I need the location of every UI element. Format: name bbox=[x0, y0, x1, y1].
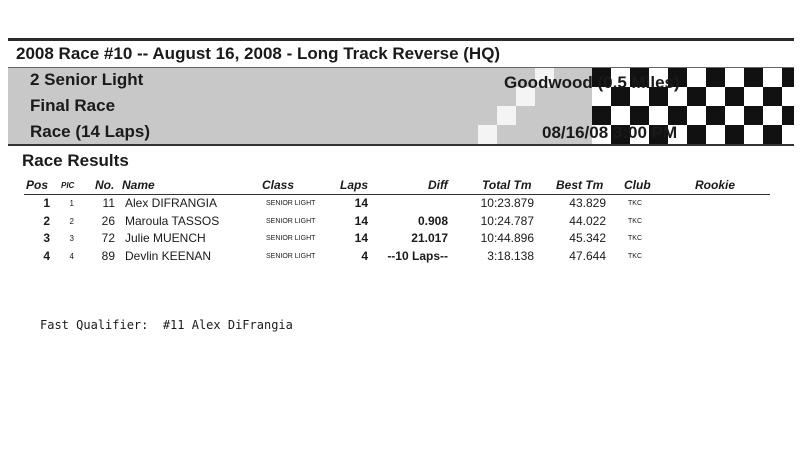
cell-best-time: 43.829 bbox=[569, 196, 606, 210]
col-header-laps: Laps bbox=[340, 178, 369, 192]
cell-best-time: 44.022 bbox=[569, 213, 606, 228]
cell-number: 11 bbox=[102, 196, 115, 210]
table-row bbox=[0, 231, 800, 249]
cell-total-time: 10:44.896 bbox=[480, 231, 534, 245]
checker-square bbox=[706, 125, 725, 144]
cell-laps: 14 bbox=[354, 231, 368, 245]
checker-square bbox=[687, 106, 706, 125]
col-header-rookie: Rookie bbox=[695, 178, 736, 192]
title-bar bbox=[8, 41, 794, 68]
checker-square bbox=[744, 106, 763, 125]
banner-rule bbox=[8, 144, 794, 146]
cell-diff: 0.908 bbox=[417, 213, 448, 228]
col-header-name: Name bbox=[122, 178, 155, 192]
track-name: Goodwood (0.5 Miles) bbox=[504, 73, 680, 92]
cell-name: Julie MUENCH bbox=[125, 231, 206, 245]
checker-square bbox=[725, 68, 744, 87]
cell-total-time: 3:18.138 bbox=[487, 248, 534, 263]
checker-square bbox=[687, 125, 706, 144]
checker-square bbox=[706, 106, 725, 125]
checker-square bbox=[744, 125, 763, 144]
checker-square bbox=[782, 68, 794, 87]
checker-square bbox=[782, 87, 794, 106]
cell-laps: 14 bbox=[354, 213, 368, 228]
session-name: Final Race bbox=[30, 96, 116, 115]
cell-pos: 2 bbox=[43, 213, 50, 228]
checker-square bbox=[497, 106, 516, 125]
col-header-total: Total Tm bbox=[482, 178, 532, 192]
cell-club: TKC bbox=[628, 217, 642, 225]
cell-number: 89 bbox=[101, 248, 115, 263]
checker-square bbox=[744, 87, 763, 106]
header-rule bbox=[24, 194, 770, 195]
cell-class: SENIOR LIGHT bbox=[266, 235, 316, 242]
checker-square bbox=[725, 106, 744, 125]
checker-square bbox=[687, 87, 706, 106]
fast-qualifier-note: Fast Qualifier: #11 Alex DiFrangia bbox=[40, 318, 293, 332]
cell-class: SENIOR LIGHT bbox=[266, 252, 316, 260]
checker-square bbox=[478, 125, 497, 144]
cell-pic: 2 bbox=[69, 216, 74, 226]
cell-pic: 1 bbox=[69, 199, 74, 208]
section-title: Race Results bbox=[22, 151, 129, 170]
cell-club: TKC bbox=[628, 252, 642, 260]
cell-pic: 4 bbox=[69, 251, 74, 261]
cell-total-time: 10:23.879 bbox=[480, 196, 534, 210]
cell-class: SENIOR LIGHT bbox=[266, 200, 316, 207]
checker-square bbox=[763, 125, 782, 144]
checker-square bbox=[725, 125, 744, 144]
cell-pos: 1 bbox=[43, 196, 50, 210]
checker-square bbox=[725, 87, 744, 106]
col-header-best: Best Tm bbox=[556, 178, 604, 192]
cell-pos: 4 bbox=[43, 248, 50, 263]
cell-diff: 21.017 bbox=[411, 231, 448, 245]
col-header-club: Club bbox=[624, 178, 651, 192]
race-banner bbox=[8, 68, 794, 144]
race-title: 2008 Race #10 -- August 16, 2008 - Long Track Reverse (HQ) bbox=[16, 44, 501, 63]
cell-laps: 14 bbox=[354, 196, 368, 210]
cell-best-time: 47.644 bbox=[569, 248, 606, 263]
col-header-diff: Diff bbox=[428, 178, 448, 192]
race-datetime: 08/16/08 3:00 PM bbox=[542, 123, 678, 142]
cell-number: 72 bbox=[101, 231, 115, 245]
cell-name: Maroula TASSOS bbox=[125, 213, 220, 228]
table-row bbox=[0, 249, 800, 267]
class-name: 2 Senior Light bbox=[30, 70, 144, 89]
cell-class: SENIOR LIGHT bbox=[266, 217, 316, 225]
cell-name: Devlin KEENAN bbox=[125, 248, 212, 263]
cell-name: Alex DIFRANGIA bbox=[125, 196, 218, 210]
checker-square bbox=[763, 87, 782, 106]
cell-number: 26 bbox=[101, 213, 115, 228]
table-row bbox=[0, 196, 800, 214]
checker-square bbox=[782, 106, 794, 125]
cell-best-time: 45.342 bbox=[569, 231, 606, 245]
col-header-no: No. bbox=[95, 178, 115, 192]
col-header-pic: PIC bbox=[61, 181, 75, 190]
table-row bbox=[0, 214, 800, 232]
cell-pic: 3 bbox=[69, 234, 74, 243]
checker-square bbox=[706, 87, 725, 106]
checker-square bbox=[763, 106, 782, 125]
cell-diff: --10 Laps-- bbox=[387, 248, 448, 263]
col-header-class: Class bbox=[262, 178, 295, 192]
checker-square bbox=[706, 68, 725, 87]
cell-club: TKC bbox=[628, 235, 642, 242]
col-header-pos: Pos bbox=[26, 178, 49, 192]
checker-square bbox=[782, 125, 794, 144]
checker-square bbox=[744, 68, 763, 87]
checker-square bbox=[763, 68, 782, 87]
cell-club: TKC bbox=[628, 200, 642, 207]
checker-square bbox=[687, 68, 706, 87]
cell-laps: 4 bbox=[361, 248, 368, 263]
race-laps: Race (14 Laps) bbox=[30, 122, 150, 141]
cell-total-time: 10:24.787 bbox=[480, 213, 534, 228]
cell-pos: 3 bbox=[43, 231, 50, 245]
